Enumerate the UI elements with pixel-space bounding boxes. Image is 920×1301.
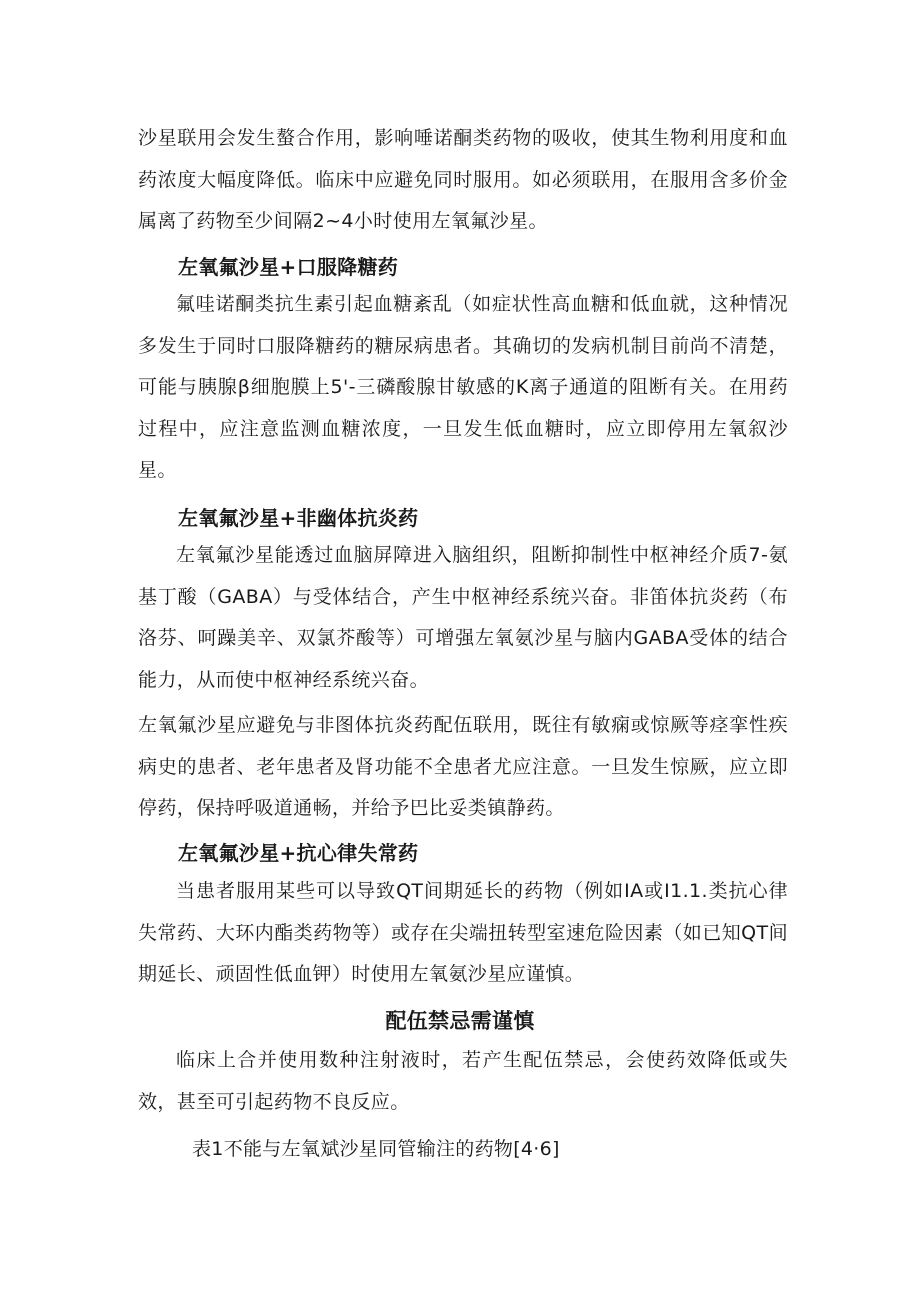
heading-incompatibility: 配伍禁忌需谨慎 bbox=[385, 1009, 535, 1033]
paragraph-avoid-combination: 左氧氟沙星应避免与非图体抗炎药配伍联用，既往有敏痫或惊厥等痉挛性疾病史的患者、老年患者及肾功能不全患者尤应注意。一旦发生惊厥，应立即停药，保持呼吸道通畅，并给予巴比妥类镇静药。 bbox=[138, 714, 788, 819]
paragraph-blood-glucose: 氟哇诺酮类抗生素引起血糖紊乱（如症状性高血糖和低血就，这种情况多发生于同时口服降糖药的糖尿病患者。其确切的发病机制目前尚不清楚，可能与胰腺β细胞膜上5'-三磷酸腺甘敏感的K离子通道的阻断有关。在用药过程中，应注意监测血糖浓度，一旦发生低血糖时，应立即停用左氧叙沙星。 bbox=[138, 293, 788, 481]
table-caption: 表1不能与左氧斌沙星同管输注的药物[4·6] bbox=[192, 1138, 560, 1160]
heading-oral-hypoglycemics: 左氧氟沙星+口服降糖药 bbox=[178, 255, 399, 279]
paragraph-injection-incompatibility: 临床上合并使用数种注射液时，若产生配伍禁忌，会使药效降低或失效，甚至可引起药物不良反应。 bbox=[138, 1049, 788, 1113]
heading-nsaids: 左氧氟沙星+非幽体抗炎药 bbox=[178, 506, 419, 530]
paragraph-chelation: 沙星联用会发生螯合作用，影响唾诺酮类药物的吸收，使其生物利用度和血药浓度大幅度降低。临床中应避免同时服用。如必须联用，在服用含多价金属离了药物至少间隔2~4小时使用左氧氟沙星。 bbox=[138, 127, 788, 232]
heading-antiarrhythmics: 左氧氟沙星+抗心律失常药 bbox=[178, 841, 419, 865]
paragraph-cns-excitation: 左氧氟沙星能透过血脑屏障进入脑组织，阻断抑制性中枢神经介质7-氨基丁酸（GABA）与受体结合，产生中枢神经系统兴奋。非笛体抗炎药（布洛芬、呵躁美辛、双氯芥酸等）可增强左氧氨沙星与脑内GABA受体的结合能力，从而使中枢神经系统兴奋。 bbox=[138, 544, 788, 691]
paragraph-qt-prolongation: 当患者服用某些可以导致QT间期延长的药物（例如IA或I1.1.类抗心律失常药、大环内酯类药物等）或存在尖端扭转型室速危险因素（如已知QT间期延长、顽固性低血钾）时使用左氧氨沙星应谨慎。 bbox=[138, 880, 788, 985]
